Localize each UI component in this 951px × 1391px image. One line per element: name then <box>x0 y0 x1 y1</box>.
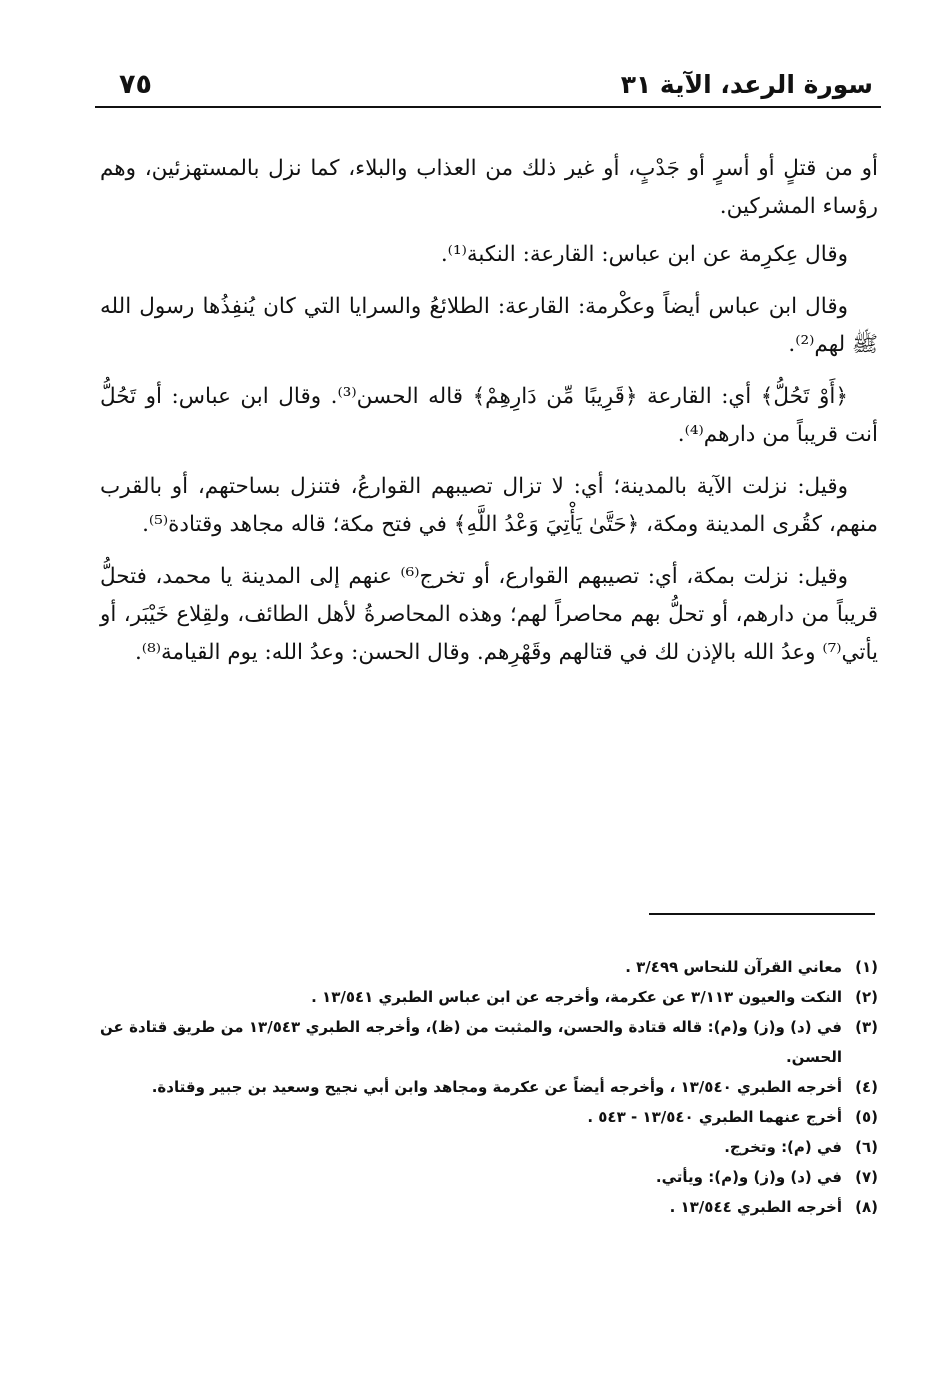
paragraph: وقال ابن عباس أيضاً وعكْرمة: القارعة: الطلائعُ والسرايا التي كان يُنفِذُها رسول الله ﷺ لهم⁽²⁾. <box>100 294 878 357</box>
footnote-text: في (د) و(ز) و(م): ويأتي. <box>655 1168 842 1186</box>
footnote-number: (١) <box>855 958 878 976</box>
footnotes <box>100 952 878 1222</box>
paragraph: وقيل: نزلت الآية بالمدينة؛ أي: لا تزال تصيبهم القوارعُ، فتنزل بساحتهم، أو بالقرب منهم، كقُرى المدينة ومكة، ﴿حَتَّىٰ يَأْتِيَ وَعْدُ اللَّهِ﴾ في فتح مكة؛ قاله مجاهد وقتادة⁽⁵⁾. <box>100 474 878 537</box>
footnote-number: (٤) <box>855 1078 878 1096</box>
page-header <box>95 64 881 108</box>
paragraph: وقيل: نزلت بمكة، أي: تصيبهم القوارع، أو تخرج⁽⁶⁾ عنهم إلى المدينة يا محمد، فتحلُّ قريباً من دارهم، أو تحلُّ بهم محاصراً لهم؛ وهذه المحاصرةُ لأهل الطائف، ولقِلاع خَيْبَر، أو يأتي⁽⁷⁾ وعدُ الله بالإذن لك في قتالهم وقَهْرِهم. وقال الحسن: وعدُ الله: يوم القيامة⁽⁸⁾. <box>100 564 878 665</box>
footnote-text: النكت والعيون ٣/١١٣ عن عكرمة، وأخرجه عن ابن عباس الطبري ١٣/٥٤١ . <box>311 988 842 1006</box>
header-rule <box>95 106 881 108</box>
footnote <box>100 1162 878 1192</box>
running-title: سورة الرعد، الآية ٣١ <box>620 70 873 99</box>
paragraph: وقال عِكرِمة عن ابن عباس: القارعة: النكبة⁽¹⁾. <box>440 242 848 267</box>
body-text <box>100 150 878 686</box>
footnote-divider <box>649 913 875 915</box>
footnote <box>100 1132 878 1162</box>
footnote-number: (٨) <box>855 1198 878 1216</box>
footnote-number: (٣) <box>855 1018 878 1036</box>
paragraph: أو من قتلٍ أو أسرٍ أو جَدْبٍ، أو غير ذلك من العذاب والبلاء، كما نزل بالمستهزئين، وهم رؤساء المشركين. <box>100 156 878 219</box>
page-number: ٧٥ <box>119 69 152 100</box>
footnote-number: (٢) <box>855 988 878 1006</box>
footnote-text: معاني القرآن للنحاس ٣/٤٩٩ . <box>625 958 842 976</box>
footnote <box>100 1192 878 1222</box>
footnote <box>100 982 878 1012</box>
footnote <box>100 952 878 982</box>
footnote-number: (٦) <box>855 1138 878 1156</box>
footnote-text: في (م): وتخرج. <box>724 1138 842 1156</box>
footnote-number: (٧) <box>855 1168 878 1186</box>
footnote <box>100 1012 878 1072</box>
footnote <box>100 1102 878 1132</box>
footnote-text: أخرجه الطبري ١٣/٥٤٤ . <box>669 1198 842 1216</box>
footnote <box>100 1072 878 1102</box>
footnote-text: أخرجه الطبري ١٣/٥٤٠ ، وأخرجه أيضاً عن عكرمة ومجاهد وابن أبي نجيح وسعيد بن جبير وقتادة. <box>151 1078 842 1096</box>
footnote-text: في (د) و(ز) و(م): قاله قتادة والحسن، والمثبت من (ظ)، وأخرجه الطبري ١٣/٥٤٣ من طريق قتادة عن الحسن. <box>100 1018 842 1066</box>
paragraph: ﴿أَوْ تَحُلُّ﴾ أي: القارعة ﴿قَرِيبًا مِّن دَارِهِمْ﴾ قاله الحسن⁽³⁾. وقال ابن عباس: أو تَحُلُّ أنت قريباً من دارهم⁽⁴⁾. <box>100 384 878 447</box>
footnote-number: (٥) <box>855 1108 878 1126</box>
footnote-text: أخرج عنهما الطبري ١٣/٥٤٠ - ٥٤٣ . <box>587 1108 842 1126</box>
